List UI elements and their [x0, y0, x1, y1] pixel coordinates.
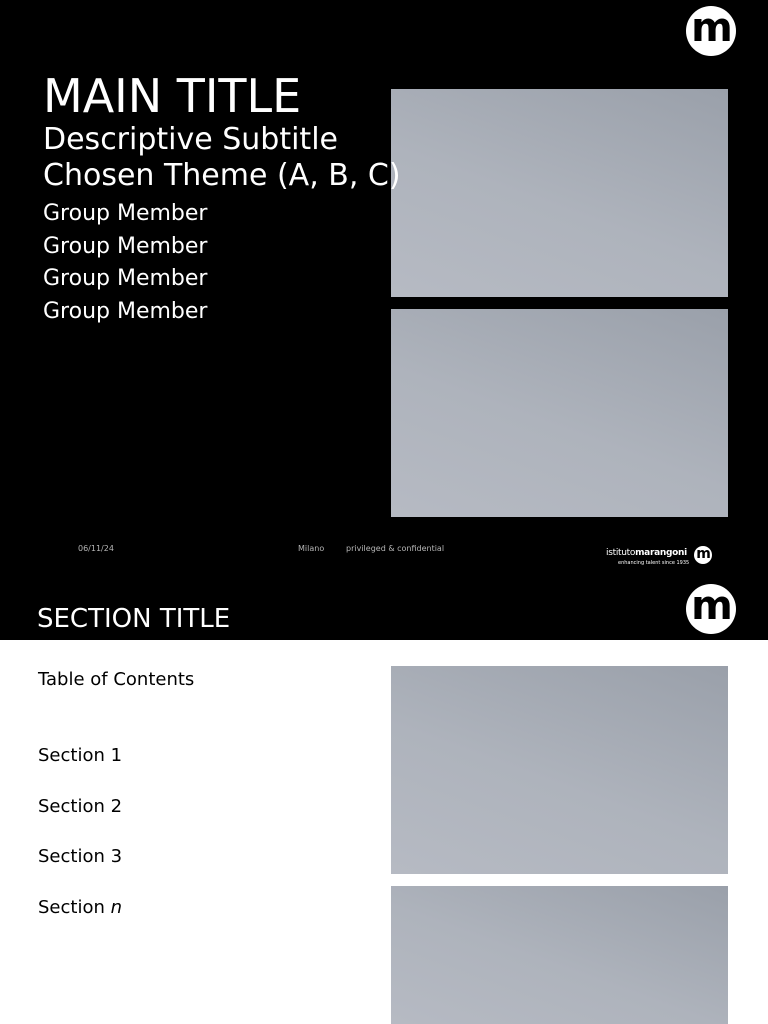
- image-placeholder-top: [391, 89, 728, 297]
- group-member-1: Group Member: [43, 201, 208, 226]
- marangoni-logo: m: [686, 6, 736, 56]
- footer-confidentiality: privileged & confidential: [346, 544, 445, 553]
- image-placeholder-toc-top: [391, 666, 728, 874]
- footer-date: 06/11/24: [78, 544, 114, 553]
- toc-item-section-2: [38, 795, 122, 819]
- footer-city: Milano: [298, 544, 325, 553]
- toc-item-section-1: [38, 744, 122, 768]
- chosen-theme: Chosen Theme (A, B, C): [43, 158, 401, 193]
- group-member-3: Group Member: [43, 266, 208, 291]
- toc-item-label: Section: [38, 897, 111, 918]
- group-member-2: Group Member: [43, 234, 208, 259]
- main-title: MAIN TITLE: [43, 69, 302, 123]
- marangoni-logo-section: m: [686, 584, 736, 634]
- istituto-marangoni-brand: [606, 546, 712, 570]
- toc-item-label: Section 2: [38, 796, 123, 817]
- brand-name-regular: istituto: [606, 548, 636, 558]
- group-member-4: Group Member: [43, 299, 208, 324]
- section-title: SECTION TITLE: [37, 604, 231, 634]
- brand-name: [606, 548, 687, 559]
- toc-item-suffix: n: [110, 897, 123, 918]
- toc-item-label: Section 1: [38, 745, 123, 766]
- brand-name-bold: marangoni: [635, 548, 687, 558]
- image-placeholder-toc-bottom: [391, 886, 728, 1024]
- toc-heading: Table of Contents: [38, 669, 195, 690]
- descriptive-subtitle: Descriptive Subtitle: [43, 122, 338, 157]
- toc-item-label: Section 3: [38, 846, 123, 867]
- toc-item-section-3: [38, 845, 122, 869]
- brand-mark-icon: m: [694, 546, 712, 564]
- image-placeholder-bottom: [391, 309, 728, 517]
- toc-item-section-n: [38, 896, 122, 920]
- brand-tagline: enhancing talent since 1935: [618, 560, 690, 566]
